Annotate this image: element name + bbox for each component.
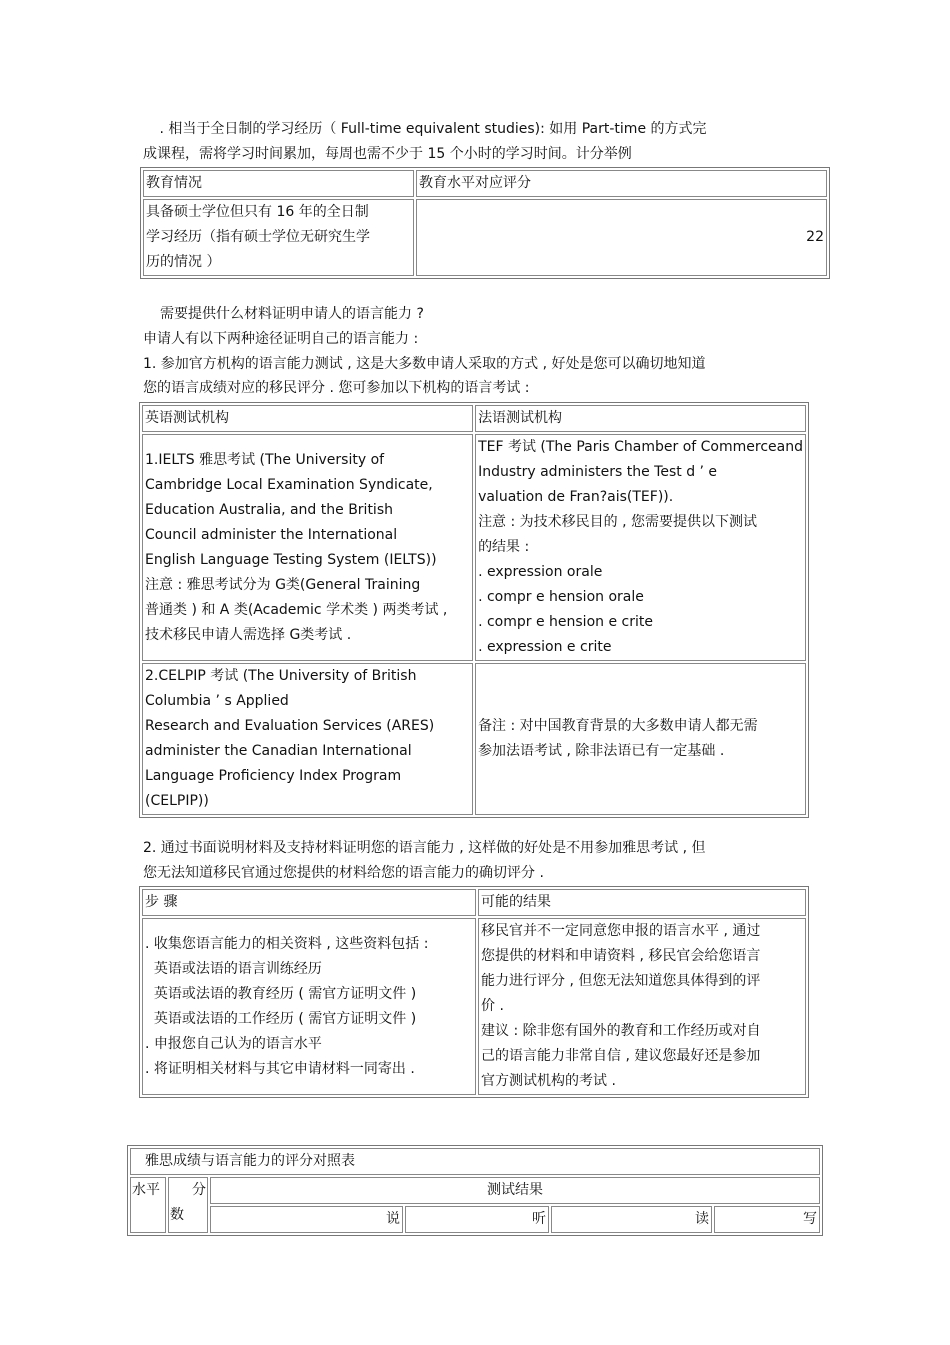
- question-heading: 需要提供什么材料证明申请人的语言能力 ?: [160, 306, 424, 322]
- level-header: 水平: [130, 1177, 166, 1233]
- table-header: 教育水平对应评分: [416, 170, 827, 197]
- results-header: 测试结果: [210, 1177, 820, 1204]
- writing-header: 写: [714, 1206, 820, 1233]
- table-cell: 备注 : 对中国教育背景的大多数申请人都无需 参加法语考试 , 除非法语已有一定基础 .: [475, 663, 806, 815]
- score-cell: 22: [416, 199, 827, 276]
- paragraph-line: 申请人有以下两种途径证明自己的语言能力 :: [143, 331, 419, 347]
- paragraph-line: 您的语言成绩对应的移民评分 . 您可参加以下机构的语言考试 :: [143, 380, 530, 396]
- listening-header: 听: [405, 1206, 549, 1233]
- table-cell: 具备硕士学位但只有 16 年的全日制 学习经历（指有硕士学位无研究生学 历的情况 ）: [143, 199, 414, 276]
- speaking-header: 说: [210, 1206, 403, 1233]
- table-header: 教育情况: [143, 170, 414, 197]
- table-header: 可能的结果: [478, 889, 806, 916]
- reading-header: 读: [551, 1206, 712, 1233]
- intro-line-2: 成课程，需将学习时间累加，每周也需不少于 15 个小时的学习时间。计分举例: [143, 146, 632, 162]
- education-table: [140, 167, 830, 279]
- score-header: 分 数: [168, 1177, 208, 1233]
- table-header: 英语测试机构: [142, 405, 473, 432]
- table-cell: . 收集您语言能力的相关资料 , 这些资料包括 : 英语或法语的语言训练经历 英语或法语的教育经历 ( 需官方证明文件 ) 英语或法语的工作经历 ( 需官方证明文件 ) . 申报您自己认为的语言水平 . 将证明相关材料与其它申请材料一同寄出 .: [142, 918, 476, 1095]
- paragraph-line: 2. 通过书面说明材料及支持材料证明您的语言能力 , 这样做的好处是不用参加雅思考试 , 但: [143, 840, 706, 856]
- paragraph-line: 1. 参加官方机构的语言能力测试 , 这是大多数申请人采取的方式 , 好处是您可以确切地知道: [143, 356, 706, 372]
- table-cell: 移民官并不一定同意您申报的语言水平 , 通过 您提供的材料和申请资料 , 移民官会给您语言 能力进行评分 , 但您无法知道您具体得到的评 价 . 建议 : 除非您有国外的教育和工作经历或对自 己的语言能力非常自信 , 建议您最好还是参加 官方测试机构的考试 .: [478, 918, 806, 1095]
- table-title: 雅思成绩与语言能力的评分对照表: [130, 1148, 820, 1175]
- table-header: 法语测试机构: [475, 405, 806, 432]
- table-cell: TEF 考试 (The Paris Chamber of Commerceand Industry administers the Test d ’ e valuation de Fran?ais(TEF)). 注意 : 为技术移民目的 , 您需要提供以下测试 的结果 : . expression orale . compr e hension orale . compr e hension e crite . expression e crite: [475, 434, 806, 661]
- intro-line-1: . 相当于全日制的学习经历（ Full-time equivalent studies): 如用 Part-time 的方式完: [155, 121, 707, 137]
- table-cell: 2.CELPIP 考试 (The University of British Columbia ’ s Applied Research and Evaluation Services (ARES) administer the Canadian International Language Proficiency Index Program (CELPIP)): [142, 663, 473, 815]
- ielts-score-table: [127, 1145, 823, 1236]
- written-evidence-table: [139, 886, 809, 1098]
- paragraph-line: 您无法知道移民官通过您提供的材料给您的语言能力的确切评分 .: [143, 865, 544, 881]
- table-header: 步 骤: [142, 889, 476, 916]
- test-institutions-table: [139, 402, 809, 818]
- table-cell: 1.IELTS 雅思考试 (The University of Cambridge Local Examination Syndicate, Education Australia, and the British Council administer the International English Language Testing System (IELTS)) 注意 : 雅思考试分为 G类(General Training 普通类 ) 和 A 类(Academic 学术类 ) 两类考试 , 技术移民申请人需选择 G类考试 .: [142, 434, 473, 661]
